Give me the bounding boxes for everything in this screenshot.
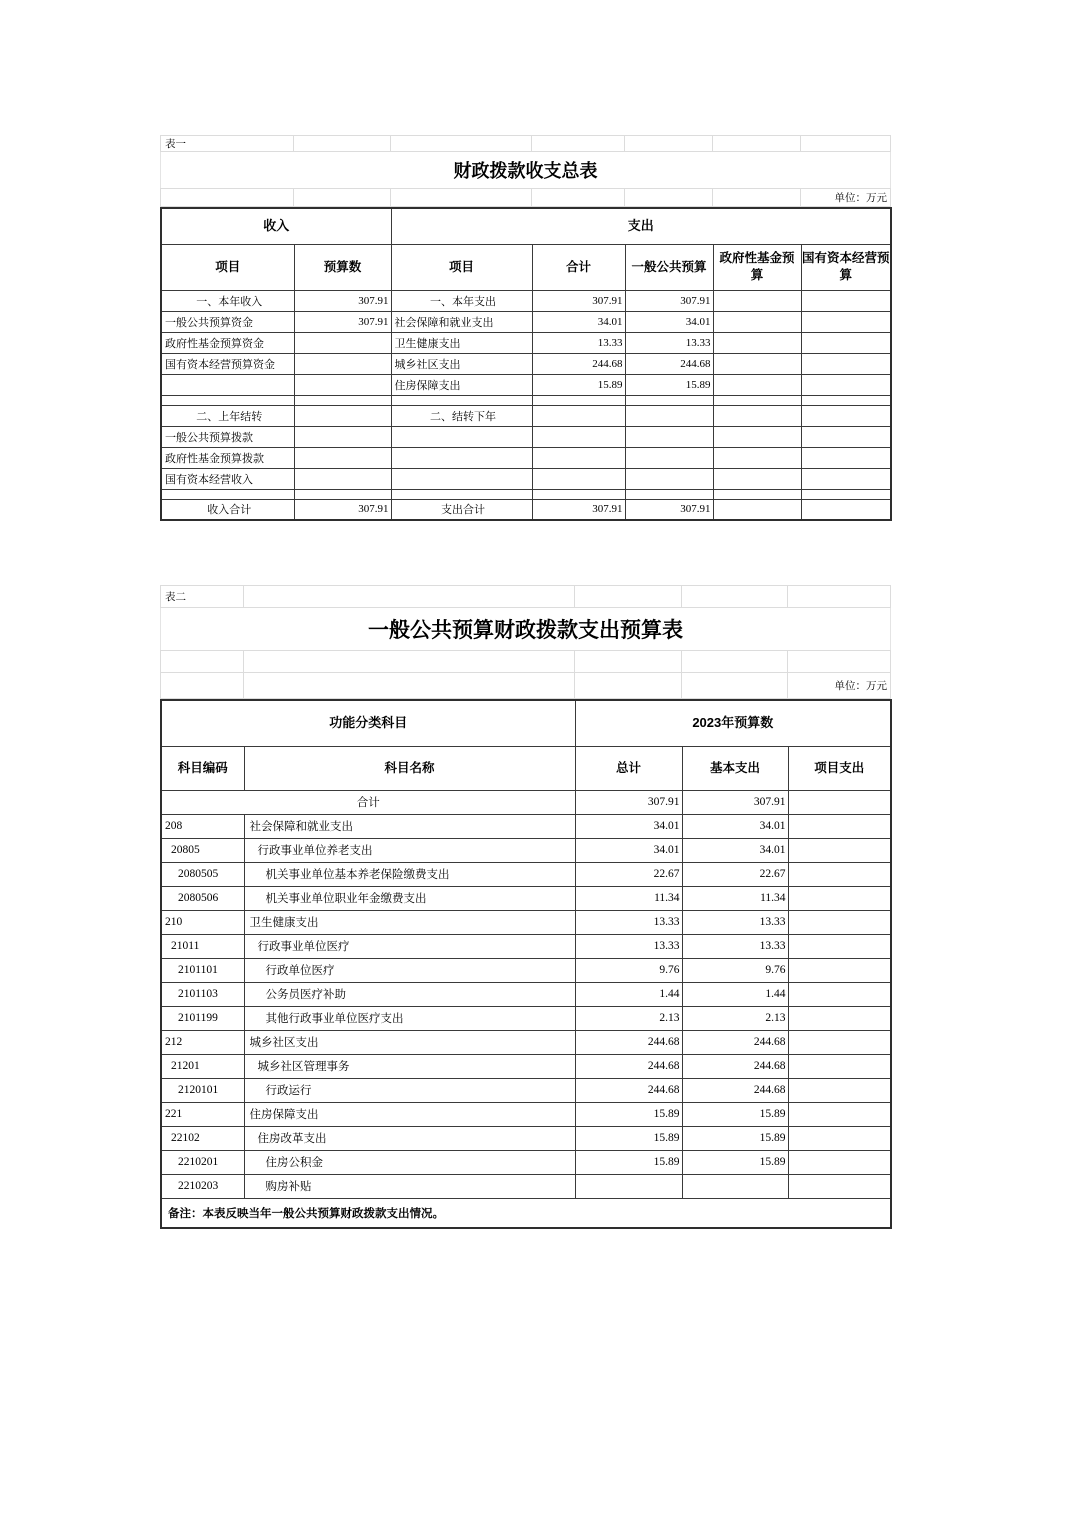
- amount-cell: [625, 489, 713, 499]
- summary-row: [161, 332, 891, 353]
- summary-row: [161, 290, 891, 311]
- budget-row: [161, 958, 891, 982]
- amount-cell: [788, 886, 891, 910]
- budget-row: [161, 1102, 891, 1126]
- amount-cell: [625, 468, 713, 489]
- amount-cell: [788, 982, 891, 1006]
- table-title-row: [161, 152, 891, 189]
- unit-row: [161, 189, 891, 207]
- amount-cell: 9.76: [575, 958, 682, 982]
- empty-cell: [391, 189, 532, 207]
- table1-unit-label: 单位：万元: [801, 189, 891, 207]
- empty-cell: [161, 673, 244, 699]
- amount-cell: 15.89: [682, 1126, 788, 1150]
- amount-cell: 244.68: [575, 1054, 682, 1078]
- item-cell: 一般公共预算拨款: [161, 426, 294, 447]
- amount-cell: 307.91: [625, 499, 713, 520]
- amount-cell: [801, 489, 891, 499]
- subject-name-cell: 机关事业单位基本养老保险缴费支出: [244, 862, 575, 886]
- grand-total-row: [161, 790, 891, 814]
- amount-cell: [713, 374, 801, 395]
- amount-cell: [532, 395, 625, 405]
- subject-code-cell: 21011: [161, 934, 244, 958]
- item-cell: [161, 489, 294, 499]
- table-tag-row: [161, 586, 891, 608]
- empty-cell: [788, 586, 891, 608]
- subject-name-cell: 城乡社区管理事务: [244, 1054, 575, 1078]
- amount-cell: [713, 395, 801, 405]
- subject-code-cell: 2101101: [161, 958, 244, 982]
- amount-cell: 15.89: [532, 374, 625, 395]
- amount-cell: [713, 290, 801, 311]
- subject-code-cell: 212: [161, 1030, 244, 1054]
- amount-cell: 13.33: [682, 910, 788, 934]
- amount-cell: [788, 862, 891, 886]
- empty-cell: [575, 651, 682, 673]
- budget-row: [161, 910, 891, 934]
- amount-cell: [294, 447, 391, 468]
- summary-row: [161, 499, 891, 520]
- col-header-total: 合计: [532, 244, 625, 290]
- empty-cell: [575, 673, 682, 699]
- budget-row: [161, 934, 891, 958]
- budget-row: [161, 862, 891, 886]
- col-header-exp-item: 项目: [391, 244, 532, 290]
- item-cell: [391, 447, 532, 468]
- amount-cell: [801, 395, 891, 405]
- item-cell: 收入合计: [161, 499, 294, 520]
- subject-name-cell: 住房保障支出: [244, 1102, 575, 1126]
- amount-cell: 15.89: [575, 1150, 682, 1174]
- amount-cell: [294, 374, 391, 395]
- empty-cell: [625, 136, 713, 152]
- amount-cell: 244.68: [682, 1030, 788, 1054]
- empty-cell: [625, 189, 713, 207]
- summary-row: [161, 311, 891, 332]
- empty-cell: [788, 651, 891, 673]
- empty-cell: [532, 136, 625, 152]
- amount-cell: 13.33: [532, 332, 625, 353]
- group-header-row: [161, 700, 891, 746]
- amount-cell: 307.91: [575, 790, 682, 814]
- item-cell: 国有资本经营预算资金: [161, 353, 294, 374]
- item-cell: 二、结转下年: [391, 405, 532, 426]
- amount-cell: [713, 499, 801, 520]
- item-cell: 一、本年收入: [161, 290, 294, 311]
- amount-cell: [532, 426, 625, 447]
- item-cell: 一、本年支出: [391, 290, 532, 311]
- subject-code-cell: 21201: [161, 1054, 244, 1078]
- amount-cell: [801, 374, 891, 395]
- budget-row: [161, 1054, 891, 1078]
- table-title-row: [161, 608, 891, 651]
- item-cell: 二、上年结转: [161, 405, 294, 426]
- amount-cell: 244.68: [532, 353, 625, 374]
- amount-cell: [801, 332, 891, 353]
- amount-cell: 244.68: [575, 1030, 682, 1054]
- subject-code-cell: 221: [161, 1102, 244, 1126]
- amount-cell: 307.91: [294, 290, 391, 311]
- subject-name-cell: 行政事业单位医疗: [244, 934, 575, 958]
- empty-cell: [682, 651, 788, 673]
- amount-cell: [294, 332, 391, 353]
- col-header-project-expense: 项目支出: [788, 746, 891, 790]
- subject-name-cell: 住房公积金: [244, 1150, 575, 1174]
- col-header-gov-fund-budget: 政府性基金预算: [713, 244, 801, 290]
- amount-cell: 307.91: [625, 290, 713, 311]
- item-cell: 一般公共预算资金: [161, 311, 294, 332]
- amount-cell: [801, 290, 891, 311]
- empty-cell: [682, 586, 788, 608]
- budget-row: [161, 1030, 891, 1054]
- amount-cell: [788, 1150, 891, 1174]
- income-group-header: 收入: [161, 208, 391, 244]
- subject-code-cell: 2101199: [161, 1006, 244, 1030]
- amount-cell: [713, 489, 801, 499]
- empty-cell: [161, 189, 294, 207]
- amount-cell: [532, 489, 625, 499]
- amount-cell: [788, 1126, 891, 1150]
- amount-cell: 15.89: [682, 1102, 788, 1126]
- summary-row: [161, 489, 891, 499]
- amount-cell: [801, 405, 891, 426]
- unit-row: [161, 673, 891, 699]
- item-cell: [391, 468, 532, 489]
- amount-cell: [532, 447, 625, 468]
- summary-row: [161, 395, 891, 405]
- amount-cell: [713, 353, 801, 374]
- amount-cell: [801, 499, 891, 520]
- amount-cell: [801, 447, 891, 468]
- amount-cell: 9.76: [682, 958, 788, 982]
- subject-name-cell: 行政事业单位养老支出: [244, 838, 575, 862]
- amount-cell: [801, 311, 891, 332]
- amount-cell: [788, 1030, 891, 1054]
- amount-cell: [788, 1174, 891, 1198]
- amount-cell: 11.34: [682, 886, 788, 910]
- col-header-total: 总计: [575, 746, 682, 790]
- subject-name-cell: 卫生健康支出: [244, 910, 575, 934]
- table2-tag: 表二: [161, 586, 244, 608]
- budget-row: [161, 886, 891, 910]
- budget-table: [160, 699, 892, 1229]
- amount-cell: 1.44: [682, 982, 788, 1006]
- group-header-row: [161, 208, 891, 244]
- amount-cell: 15.89: [625, 374, 713, 395]
- amount-cell: 34.01: [575, 838, 682, 862]
- col-header-subject-code: 科目编码: [161, 746, 244, 790]
- amount-cell: [713, 468, 801, 489]
- budget-row: [161, 814, 891, 838]
- amount-cell: [294, 395, 391, 405]
- table-note: 备注：本表反映当年一般公共预算财政拨款支出情况。: [161, 1198, 891, 1228]
- summary-row: [161, 374, 891, 395]
- amount-cell: [788, 814, 891, 838]
- item-cell: [161, 395, 294, 405]
- item-cell: 城乡社区支出: [391, 353, 532, 374]
- spacer-row: [161, 651, 891, 673]
- amount-cell: 244.68: [625, 353, 713, 374]
- item-cell: [391, 426, 532, 447]
- subject-name-cell: 购房补贴: [244, 1174, 575, 1198]
- amount-cell: [801, 353, 891, 374]
- amount-cell: 2.13: [575, 1006, 682, 1030]
- summary-row: [161, 468, 891, 489]
- empty-cell: [244, 586, 575, 608]
- amount-cell: [788, 934, 891, 958]
- item-cell: 支出合计: [391, 499, 532, 520]
- amount-cell: 307.91: [532, 290, 625, 311]
- amount-cell: 1.44: [575, 982, 682, 1006]
- budget-meta-grid: [160, 585, 891, 699]
- subject-name-cell: 社会保障和就业支出: [244, 814, 575, 838]
- table1-title: 财政拨款收支总表: [161, 152, 891, 189]
- subject-code-cell: 2080506: [161, 886, 244, 910]
- empty-cell: [391, 136, 532, 152]
- amount-cell: 307.91: [532, 499, 625, 520]
- item-cell: [391, 395, 532, 405]
- item-cell: 住房保障支出: [391, 374, 532, 395]
- amount-cell: 15.89: [682, 1150, 788, 1174]
- amount-cell: [713, 447, 801, 468]
- amount-cell: 34.01: [575, 814, 682, 838]
- amount-cell: [801, 468, 891, 489]
- amount-cell: [294, 353, 391, 374]
- column-header-row: [161, 746, 891, 790]
- col-header-income-budget: 预算数: [294, 244, 391, 290]
- item-cell: 社会保障和就业支出: [391, 311, 532, 332]
- table1-tag: 表一: [161, 136, 294, 152]
- amount-cell: [713, 405, 801, 426]
- amount-cell: 2.13: [682, 1006, 788, 1030]
- amount-cell: 13.33: [625, 332, 713, 353]
- amount-cell: [788, 1078, 891, 1102]
- subject-name-cell: 城乡社区支出: [244, 1030, 575, 1054]
- amount-cell: [575, 1174, 682, 1198]
- budget-row: [161, 1006, 891, 1030]
- item-cell: 卫生健康支出: [391, 332, 532, 353]
- budget-sheet: [160, 585, 890, 1229]
- subject-code-cell: 20805: [161, 838, 244, 862]
- amount-cell: [713, 426, 801, 447]
- item-cell: 政府性基金预算拨款: [161, 447, 294, 468]
- subject-code-cell: 208: [161, 814, 244, 838]
- empty-cell: [532, 189, 625, 207]
- budget-row: [161, 1150, 891, 1174]
- amount-cell: 307.91: [294, 311, 391, 332]
- subject-name-cell: 行政单位医疗: [244, 958, 575, 982]
- amount-cell: [788, 958, 891, 982]
- amount-cell: 13.33: [575, 934, 682, 958]
- empty-cell: [713, 189, 801, 207]
- col-header-subject-name: 科目名称: [244, 746, 575, 790]
- empty-cell: [801, 136, 891, 152]
- amount-cell: 15.89: [575, 1102, 682, 1126]
- amount-cell: [294, 426, 391, 447]
- amount-cell: [532, 405, 625, 426]
- col-header-income-item: 项目: [161, 244, 294, 290]
- table2-unit-label: 单位：万元: [788, 673, 891, 699]
- col-header-general-budget: 一般公共预算: [625, 244, 713, 290]
- empty-cell: [294, 189, 391, 207]
- amount-cell: 13.33: [682, 934, 788, 958]
- note-row: [161, 1198, 891, 1228]
- subject-code-cell: 2210203: [161, 1174, 244, 1198]
- amount-cell: [801, 426, 891, 447]
- amount-cell: 22.67: [575, 862, 682, 886]
- amount-cell: 34.01: [625, 311, 713, 332]
- summary-sheet: [160, 135, 890, 521]
- budget-table-body: [161, 790, 891, 1198]
- column-header-row: [161, 244, 891, 290]
- amount-cell: 307.91: [682, 790, 788, 814]
- subject-code-cell: 2210201: [161, 1150, 244, 1174]
- summary-row: [161, 353, 891, 374]
- summary-row: [161, 447, 891, 468]
- subject-name-cell: 公务员医疗补助: [244, 982, 575, 1006]
- item-cell: 国有资本经营收入: [161, 468, 294, 489]
- amount-cell: [294, 468, 391, 489]
- empty-cell: [682, 673, 788, 699]
- empty-cell: [161, 651, 244, 673]
- empty-cell: [294, 136, 391, 152]
- summary-table-body: [161, 290, 891, 520]
- amount-cell: 34.01: [532, 311, 625, 332]
- subject-name-cell: 机关事业单位职业年金缴费支出: [244, 886, 575, 910]
- col-header-basic-expense: 基本支出: [682, 746, 788, 790]
- amount-cell: 11.34: [575, 886, 682, 910]
- table2-title: 一般公共预算财政拨款支出预算表: [161, 608, 891, 651]
- budget-row: [161, 838, 891, 862]
- budget-year-group-header: 2023年预算数: [575, 700, 891, 746]
- budget-row: [161, 1126, 891, 1150]
- amount-cell: 244.68: [682, 1054, 788, 1078]
- amount-cell: 22.67: [682, 862, 788, 886]
- amount-cell: [532, 468, 625, 489]
- amount-cell: [788, 910, 891, 934]
- amount-cell: [788, 1102, 891, 1126]
- summary-meta-grid: [160, 135, 891, 207]
- summary-table: [160, 207, 892, 521]
- amount-cell: 244.68: [682, 1078, 788, 1102]
- subject-code-cell: 2080505: [161, 862, 244, 886]
- function-class-group-header: 功能分类科目: [161, 700, 575, 746]
- col-header-state-capital-budget: 国有资本经营预算: [801, 244, 891, 290]
- amount-cell: [294, 405, 391, 426]
- amount-cell: [713, 311, 801, 332]
- summary-row: [161, 426, 891, 447]
- item-cell: [391, 489, 532, 499]
- amount-cell: 307.91: [294, 499, 391, 520]
- expenditure-group-header: 支出: [391, 208, 891, 244]
- budget-row: [161, 1174, 891, 1198]
- item-cell: [161, 374, 294, 395]
- amount-cell: [788, 1006, 891, 1030]
- empty-cell: [244, 673, 575, 699]
- budget-row: [161, 1078, 891, 1102]
- subject-name-cell: 其他行政事业单位医疗支出: [244, 1006, 575, 1030]
- empty-cell: [713, 136, 801, 152]
- amount-cell: 34.01: [682, 838, 788, 862]
- amount-cell: [788, 838, 891, 862]
- amount-cell: [294, 489, 391, 499]
- subject-code-cell: 22102: [161, 1126, 244, 1150]
- subject-code-cell: 210: [161, 910, 244, 934]
- amount-cell: 13.33: [575, 910, 682, 934]
- amount-cell: [625, 426, 713, 447]
- amount-cell: [788, 1054, 891, 1078]
- subject-name-cell: 行政运行: [244, 1078, 575, 1102]
- table-tag-row: [161, 136, 891, 152]
- empty-cell: [575, 586, 682, 608]
- amount-cell: 244.68: [575, 1078, 682, 1102]
- amount-cell: [625, 395, 713, 405]
- amount-cell: [788, 790, 891, 814]
- amount-cell: 34.01: [682, 814, 788, 838]
- subject-code-cell: 2120101: [161, 1078, 244, 1102]
- amount-cell: [625, 447, 713, 468]
- amount-cell: [625, 405, 713, 426]
- subject-name-cell: 住房改革支出: [244, 1126, 575, 1150]
- amount-cell: 15.89: [575, 1126, 682, 1150]
- budget-row: [161, 982, 891, 1006]
- total-label-cell: 合计: [161, 790, 575, 814]
- empty-cell: [244, 651, 575, 673]
- amount-cell: [713, 332, 801, 353]
- summary-row: [161, 405, 891, 426]
- subject-code-cell: 2101103: [161, 982, 244, 1006]
- item-cell: 政府性基金预算资金: [161, 332, 294, 353]
- amount-cell: [682, 1174, 788, 1198]
